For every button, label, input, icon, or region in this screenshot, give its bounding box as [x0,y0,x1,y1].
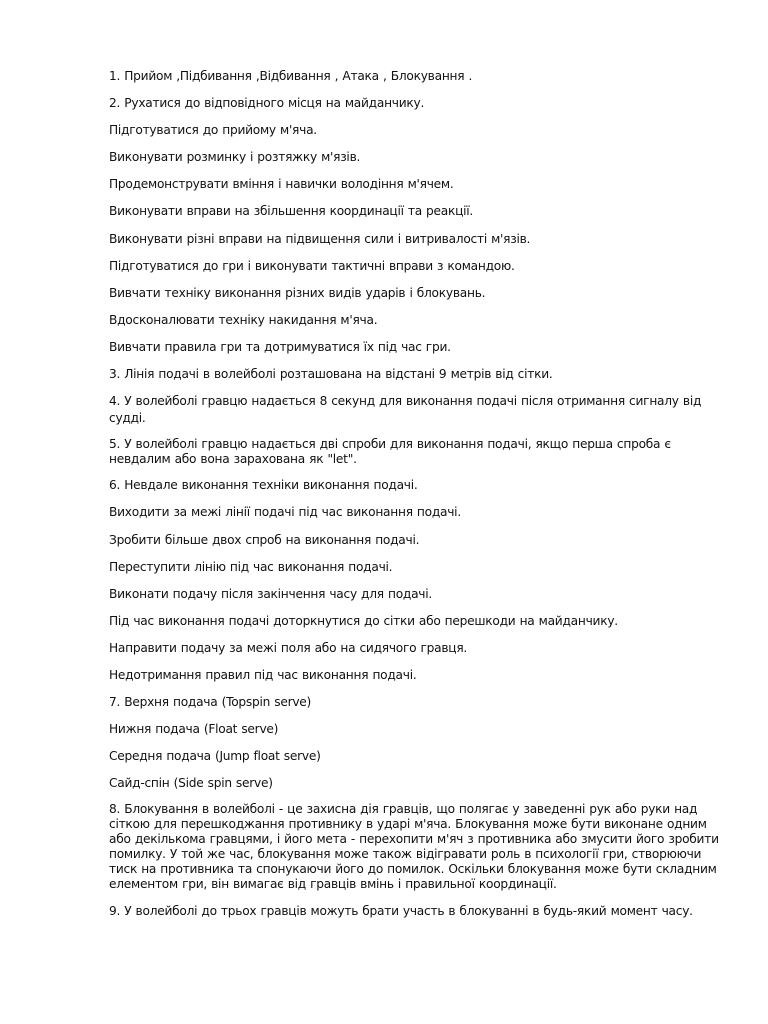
paragraph-19: Виконати подачу після закінчення часу для подачі. [109,586,433,601]
paragraph-12: 3. Лінія подачі в волейболі розташована на відстані 9 метрів від сітки. [109,367,553,382]
paragraph-16: Виходити за межі лінії подачі під час виконання подачі. [109,505,461,520]
paragraph-17: Зробити більше двох спроб на виконання подачі. [109,532,420,547]
paragraph-2: 2. Рухатися до відповідного місця на майданчику. [109,96,425,111]
paragraph-14: 5. У волейболі гравцю надається дві спроби для виконання подачі, якщо перша спроба є невдалим або вона зарахована як "let". [109,436,671,466]
paragraph-8: Підготуватися до гри і виконувати тактичні вправи з командою. [109,258,515,273]
paragraph-5: Продемонструвати вміння і навички володіння м'ячем. [109,177,454,192]
paragraph-1: 1. Прийом ,Підбивання ,Відбивання , Атака , Блокування . [109,69,473,83]
paragraph-27: 8. Блокування в волейболі - це захисна дія гравців, що полягає у заведенні рук або руки над сіткою для перешкоджання противнику в ударі м'яча. Блокування може бути виконане одним або декількома гравцями, і його мета - перехопити м'яч з противника або змусити його зробити помилку. У той же час, блокування може також відігравати роль в психології гри, створюючи тиск на противника та спонукаючи його до помилок. Оскільки блокування може бути складним елементом гри, він вимагає від гравців вмінь і правильної координації. [109,802,719,892]
paragraph-24: Нижня подача (Float serve) [109,722,279,737]
paragraph-26: Сайд-спін (Side spin serve) [109,776,273,791]
paragraph-3: Підготуватися до прийому м'яча. [109,123,317,138]
paragraph-15: 6. Невдале виконання техніки виконання подачі. [109,478,418,493]
paragraph-4: Виконувати розминку і розтяжку м'язів. [109,150,361,165]
paragraph-13: 4. У волейболі гравцю надається 8 секунд для виконання подачі після отримання сигналу від судді. [109,394,702,425]
paragraph-22: Недотримання правил під час виконання подачі. [109,667,417,682]
document-body [109,68,719,930]
paragraph-18: Переступити лінію під час виконання подачі. [109,559,393,574]
paragraph-21: Направити подачу за межі поля або на сидячого гравця. [109,640,468,655]
paragraph-7: Виконувати різні вправи на підвищення сили і витривалості м'язів. [109,231,531,246]
paragraph-10: Вдосконалювати техніку накидання м'яча. [109,312,378,327]
paragraph-11: Вивчати правила гри та дотримуватися їх під час гри. [109,339,451,354]
paragraph-20: Під час виконання подачі доторкнутися до сітки або перешкоди на майданчику. [109,613,618,628]
paragraph-28: 9. У волейболі до трьох гравців можуть брати участь в блокуванні в будь-який момент часу. [109,904,693,919]
paragraph-9: Вивчати техніку виконання різних видів ударів і блокувань. [109,285,486,300]
paragraph-25: Середня подача (Jump float serve) [109,749,321,764]
paragraph-23: 7. Верхня подача (Topspin serve) [109,695,312,710]
paragraph-6: Виконувати вправи на збільшення координації та реакції. [109,204,474,219]
